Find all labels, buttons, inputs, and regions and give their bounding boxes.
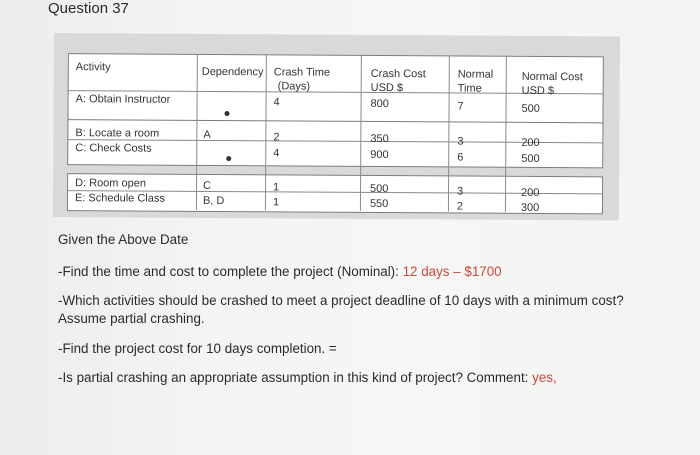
row-d-activity: D: Room open	[75, 177, 147, 190]
row-e-dependency: B, D	[202, 194, 225, 208]
row-e-normal-cost: 300	[520, 201, 540, 214]
row-a-activity: A: Obtain Instructor	[75, 93, 171, 106]
header-activity: Activity	[75, 61, 111, 74]
question-10-day-cost: -Find the project cost for 10 days completion. =	[58, 341, 337, 356]
row-a-dependency-none	[224, 111, 229, 116]
header-crash-cost: Crash Cost	[370, 67, 426, 81]
row-b-normal-cost: 200	[521, 136, 540, 149]
row-d-dependency: C	[203, 179, 212, 192]
question-crash-activities: -Which activities should be crashed to meet a project deadline of 10 days with a minimum cost?	[58, 293, 624, 308]
row-a-normal-cost: 500	[521, 102, 540, 115]
question-nominal-text: -Find the time and cost to complete the project (Nominal):	[58, 264, 403, 279]
row-b-activity: B: Locate a room	[75, 127, 160, 140]
row-c-normal-cost: 500	[521, 152, 540, 165]
given-statement: Given the Above Date	[58, 232, 189, 247]
row-a-crash-cost: 800	[370, 97, 389, 111]
row-b-crash-cost: 350	[370, 132, 389, 146]
row-c-dependency-none	[226, 156, 231, 161]
row-d-normal-cost: 200	[520, 186, 540, 199]
row-e-crash-cost: 550	[369, 197, 389, 211]
row-b-normal-time: 3	[457, 135, 464, 148]
header-crash-time: Crash Time	[273, 66, 331, 79]
activity-table	[53, 33, 620, 220]
row-b-crash-time: 2	[273, 131, 280, 144]
row-e-normal-time: 2	[456, 200, 464, 213]
row-c-normal-time: 6	[457, 151, 464, 164]
row-b-dependency: A	[203, 128, 211, 141]
row-e-crash-time: 1	[272, 196, 280, 209]
row-a-crash-time: 4	[273, 96, 280, 109]
question-nominal-answer: 12 days – $1700	[402, 264, 502, 279]
question-partial-crashing-answer: yes,	[532, 370, 557, 385]
header-dependency: Dependency	[201, 65, 264, 79]
question-partial-crashing	[58, 370, 557, 385]
header-crash-time-unit: (Days)	[277, 80, 311, 93]
row-e-activity: E: Schedule Class	[74, 192, 165, 205]
header-normal-cost: Normal Cost	[521, 70, 583, 84]
row-d-crash-cost: 500	[370, 182, 389, 196]
row-a-normal-time: 7	[457, 100, 464, 113]
question-title: Question 37	[48, 0, 129, 17]
question-partial-crashing-text: -Is partial crashing an appropriate assumption in this kind of project? Comment:	[58, 370, 533, 385]
row-c-activity: C: Check Costs	[75, 142, 152, 155]
question-nominal	[58, 264, 502, 279]
row-c-crash-cost: 900	[370, 148, 389, 162]
row-c-crash-time: 4	[273, 147, 280, 160]
row-d-crash-time: 1	[273, 181, 280, 194]
header-crash-cost-unit: USD $	[370, 81, 404, 95]
question-crash-assumption: Assume partial crashing.	[58, 311, 205, 326]
header-normal-cost-unit: USD $	[521, 84, 555, 98]
row-d-normal-time: 3	[457, 185, 464, 198]
header-normal-time: Normal	[457, 68, 494, 81]
header-normal-time-unit: Time	[457, 82, 482, 95]
